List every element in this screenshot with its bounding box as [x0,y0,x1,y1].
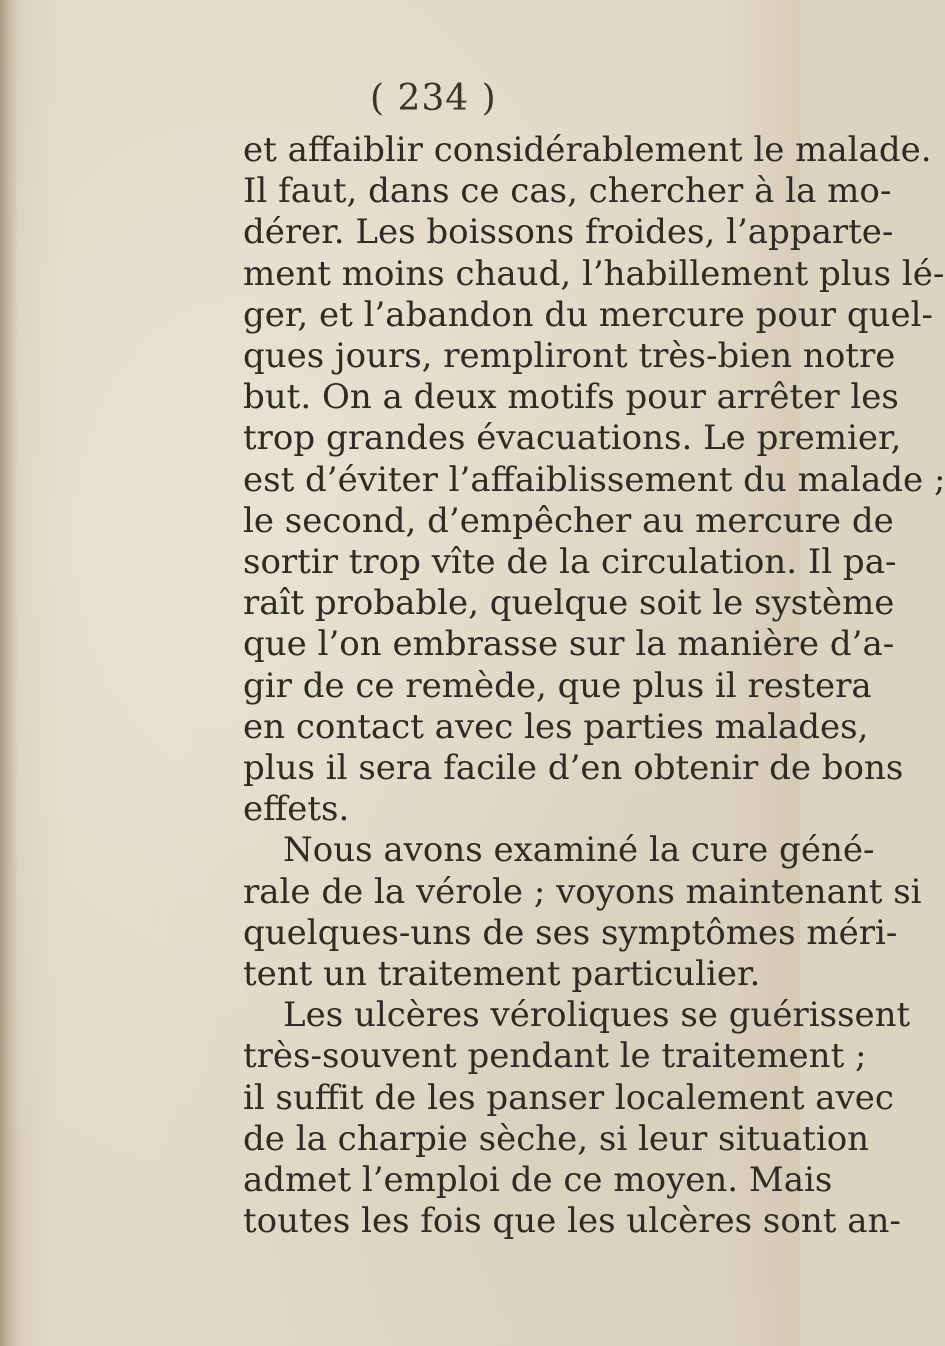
text-line: que l’on embrasse sur la manière d’a- [243,624,895,665]
text-line: il suffit de les panser localement avec [243,1077,894,1118]
text-line: quelques-uns de ses symptômes méri- [243,912,898,953]
text-line: toutes les fois que les ulcères sont an- [243,1201,901,1242]
paragraph-end-line: effets. [243,789,350,830]
text-line: ment moins chaud, l’habillement plus lé- [243,253,945,294]
text-line: très-souvent pendant le traitement ; [243,1036,867,1077]
text-line: le second, d’empêcher au mercure de [243,500,894,541]
text-line: raît probable, quelque soit le système [243,583,895,624]
paragraph-end-line: tent un traitement particulier. [243,954,761,995]
text-line: admet l’emploi de ce moyen. Mais [243,1160,833,1201]
text-line: gir de ce remède, que plus il restera [243,665,872,706]
text-line: et affaiblir considérablement le malade. [243,130,932,170]
text-line: but. On a deux motifs pour arrêter les [243,377,899,418]
text-line: est d’éviter l’affaiblissement du malade ; [243,459,945,500]
page-number: ( 234 ) [370,78,497,119]
page-binding-edge [0,0,18,1346]
body-text [243,130,945,1242]
text-line: Il faut, dans ce cas, chercher à la mo- [243,171,892,212]
paragraph-start-line: Les ulcères véroliques se guérissent [283,995,911,1036]
paragraph-start-line: Nous avons examiné la cure géné- [283,830,875,871]
text-line: ques jours, rempliront très-bien notre [243,336,896,377]
text-line: en contact avec les parties malades, [243,706,869,747]
text-line: trop grandes évacuations. Le premier, [243,418,902,459]
text-line: rale de la vérole ; voyons maintenant si [243,871,922,912]
text-line: de la charpie sèche, si leur situation [243,1118,870,1159]
text-line: ger, et l’abandon du mercure pour quel- [243,294,933,335]
text-line: sortir trop vîte de la circulation. Il pa- [243,542,897,583]
text-line: dérer. Les boissons froides, l’apparte- [243,212,894,253]
text-line: plus il sera facile d’en obtenir de bons [243,748,904,789]
